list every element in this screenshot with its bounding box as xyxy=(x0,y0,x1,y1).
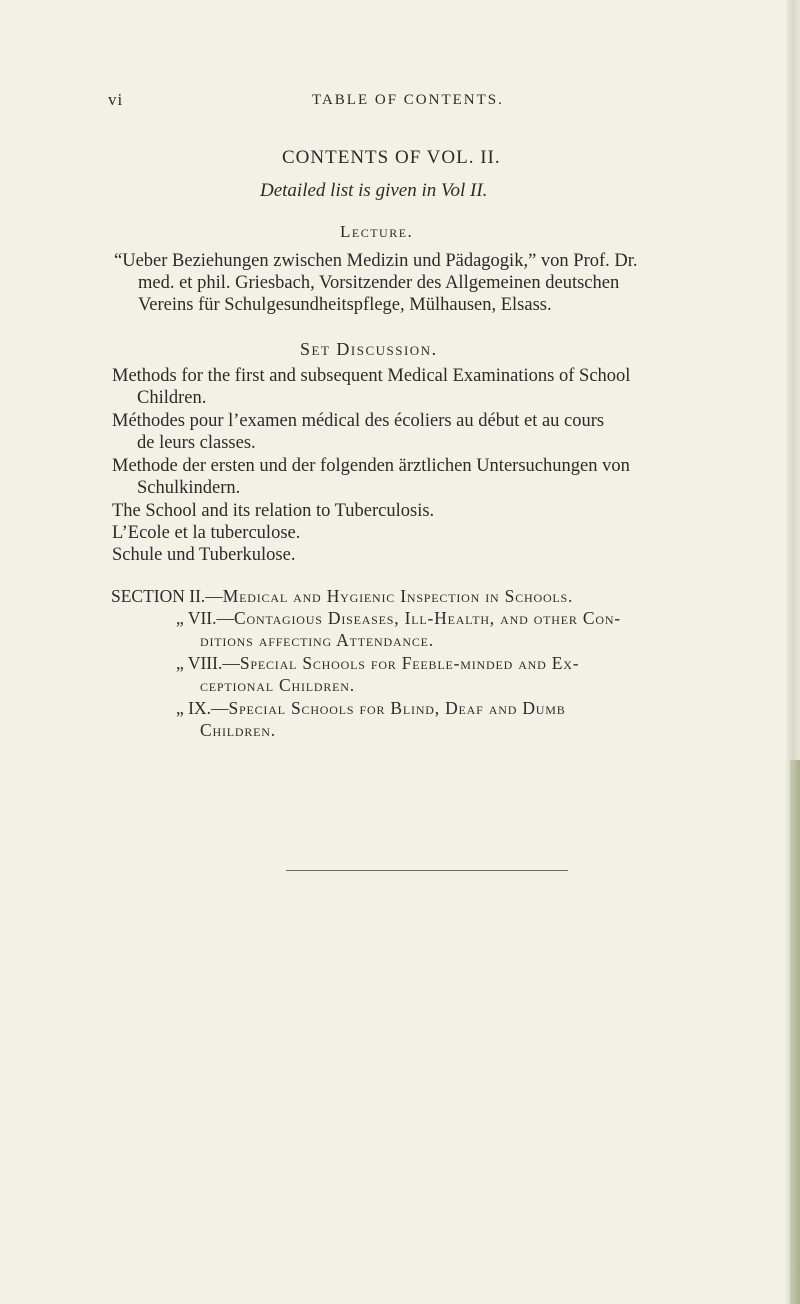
discussion-entry-continuation: Children. xyxy=(137,388,207,408)
section-entry xyxy=(176,698,566,719)
lecture-heading: Lecture. xyxy=(340,222,414,241)
section-entry xyxy=(176,653,579,674)
section-title-continuation: Children. xyxy=(200,720,276,740)
discussion-entry-continuation: Schulkindern. xyxy=(137,478,241,498)
discussion-entry: Methode der ersten und der folgenden ärztlichen Untersuchungen von xyxy=(112,456,630,476)
section-title: Contagious Diseases, Ill-Health, and other Con- xyxy=(234,608,621,628)
discussion-heading: Set Discussion. xyxy=(300,339,438,359)
lecture-line: “Ueber Beziehungen zwischen Medizin und Pädagogik,” von Prof. Dr. xyxy=(114,251,638,271)
discussion-entry: L’Ecole et la tuberculose. xyxy=(112,523,301,543)
contents-title: CONTENTS OF VOL. II. xyxy=(282,147,501,168)
running-title: TABLE OF CONTENTS. xyxy=(312,92,504,108)
section-entry xyxy=(176,608,621,629)
page-edge-shadow xyxy=(790,760,800,1304)
section-title: Special Schools for Blind, Deaf and Dumb xyxy=(228,698,566,718)
section-title: Special Schools for Feeble-minded and Ex- xyxy=(239,653,580,673)
lecture-line: med. et phil. Griesbach, Vorsitzender des Allgemeinen deutschen xyxy=(138,273,620,293)
divider-rule xyxy=(286,870,568,871)
section-title-continuation: ditions affecting Attendance. xyxy=(200,630,434,650)
section-prefix: „ VII.— xyxy=(176,608,234,628)
discussion-entry: Schule und Tuberkulose. xyxy=(112,545,296,565)
discussion-entry: Methods for the first and subsequent Medical Examinations of School xyxy=(112,366,631,386)
contents-subtitle: Detailed list is given in Vol II. xyxy=(260,180,488,201)
discussion-entry-continuation: de leurs classes. xyxy=(137,433,256,453)
section-prefix: „ VIII.— xyxy=(176,653,240,673)
section-prefix: „ IX.— xyxy=(176,698,229,718)
section-entry xyxy=(111,586,573,607)
page-number: vi xyxy=(108,90,124,109)
section-title: Medical and Hygienic Inspection in Schools. xyxy=(222,586,574,606)
discussion-entry: The School and its relation to Tuberculosis. xyxy=(112,501,435,521)
discussion-entry: Méthodes pour l’examen médical des écoliers au début et au cours xyxy=(112,411,605,431)
lecture-line: Vereins für Schulgesundheitspflege, Mülhausen, Elsass. xyxy=(138,295,552,315)
section-title-continuation: ceptional Children. xyxy=(200,675,355,695)
section-prefix: SECTION II.— xyxy=(111,586,223,606)
